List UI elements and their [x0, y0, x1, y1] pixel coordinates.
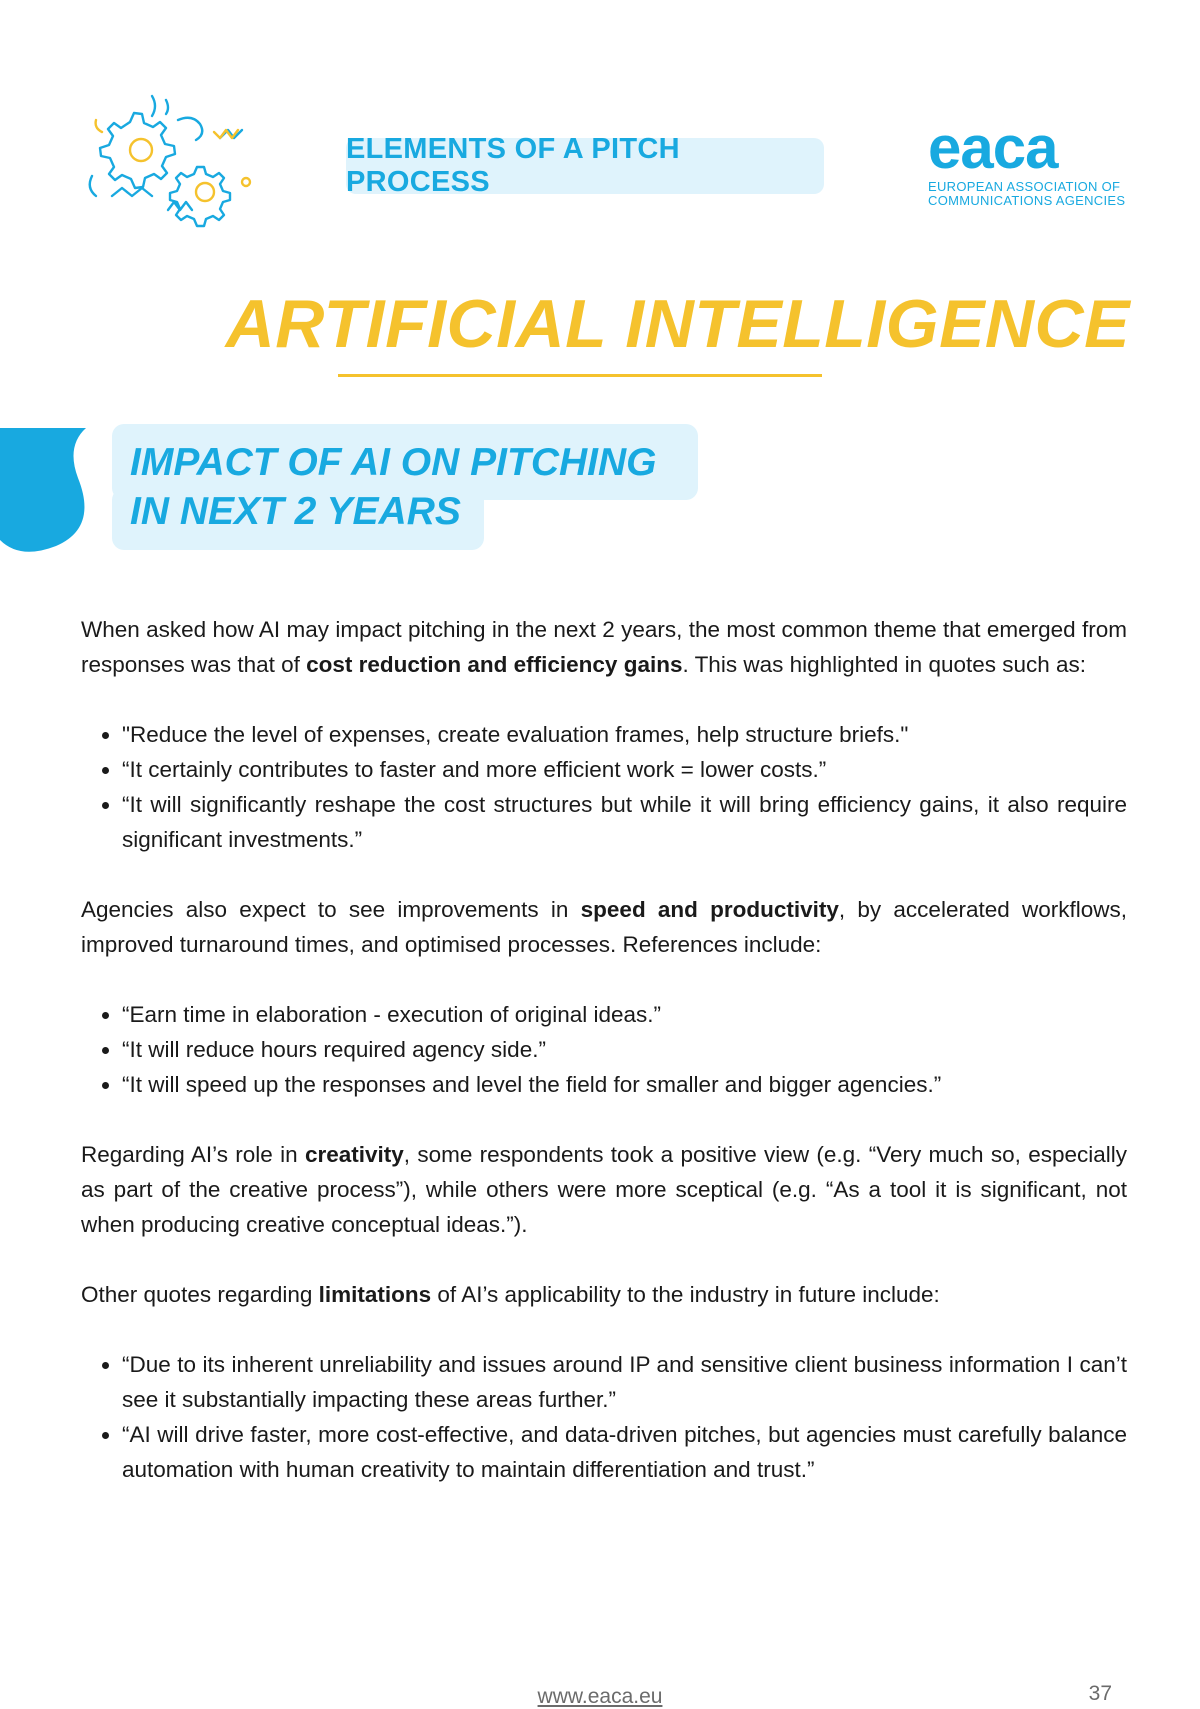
bold-phrase: limitations: [318, 1282, 432, 1307]
page-title: ARTIFICIAL INTELLIGENCE: [225, 286, 1130, 362]
paragraph-cost: [81, 612, 1127, 682]
text-span: , by accelerated workflows, improved turnaround times, and optimised processes. References include:: [81, 897, 1127, 957]
section-heading: [130, 438, 656, 536]
text-span: , some respondents took a positive view (e.g. “Very much so, especially as part of the creative process”), while others were more sceptical (e.g. “As a tool it is significant, not when producing creative conceptual ideas.”).: [81, 1142, 1127, 1237]
list-item: • “It certainly contributes to faster and more efficient work = lower costs.”: [122, 752, 1127, 787]
page-number: 37: [1088, 1682, 1112, 1705]
eaca-logo-word: eaca: [928, 124, 1058, 176]
text-span: Other quotes regarding: [81, 1282, 319, 1307]
text-span: Agencies also expect to see improvements in: [81, 897, 581, 922]
section-heading-line2: IN NEXT 2 YEARS: [130, 490, 461, 533]
bold-phrase: creativity: [304, 1142, 404, 1167]
eaca-logo-mark: [928, 124, 1130, 176]
list-item: • "Reduce the level of expenses, create evaluation frames, help structure briefs.": [122, 717, 1127, 752]
list-item: • “Due to its inherent unreliability and issues around IP and sensitive client business information I can’t see it substantially impacting these areas further.”: [122, 1347, 1127, 1417]
bold-phrase: cost reduction and efficiency gains: [306, 652, 683, 677]
list-item: • “AI will drive faster, more cost-effective, and data-driven pitches, but agencies must carefully balance automation with human creativity to maintain differentiation and trust.”: [122, 1417, 1127, 1487]
quote-list-limitations: [81, 1347, 1127, 1487]
title-underline: [338, 374, 822, 377]
list-item: • “It will reduce hours required agency side.”: [122, 1032, 1127, 1067]
drop-shape-icon: [0, 428, 92, 552]
gears-icon: [82, 92, 262, 232]
text-span: When asked how AI may impact pitching in the next 2 years, the most common theme that emerged from responses was that of: [81, 617, 1127, 677]
footer-link[interactable]: www.eaca.eu: [537, 1685, 663, 1708]
list-item: • “Earn time in elaboration - execution of original ideas.”: [122, 997, 1127, 1032]
logo-subtitle-line2: COMMUNICATIONS AGENCIES: [928, 193, 1126, 208]
logo-subtitle: [928, 180, 1130, 208]
article-body: [81, 612, 1127, 1522]
list-item: • “It will speed up the responses and level the field for smaller and bigger agencies.”: [122, 1067, 1127, 1102]
section-heading-line1: IMPACT OF AI ON PITCHING: [130, 441, 657, 484]
text-span: of AI’s applicability to the industry in future include:: [431, 1282, 940, 1307]
paragraph-creativity: [81, 1137, 1127, 1242]
section-badge-label: ELEMENTS OF A PITCH PROCESS: [346, 133, 680, 198]
text-span: . This was highlighted in quotes such as:: [682, 652, 1087, 677]
paragraph-speed: [81, 892, 1127, 962]
list-item: • “It will significantly reshape the cost structures but while it will bring efficiency gains, it also require significant investments.”: [122, 787, 1127, 857]
quote-list-speed: [81, 997, 1127, 1102]
section-badge: [346, 133, 824, 198]
text-span: Regarding AI’s role in: [81, 1142, 305, 1167]
bold-phrase: speed and productivity: [580, 897, 839, 922]
paragraph-limitations: [81, 1277, 1127, 1312]
eaca-logo: [928, 124, 1130, 208]
quote-list-cost: [81, 717, 1127, 857]
logo-subtitle-line1: EUROPEAN ASSOCIATION OF: [928, 179, 1121, 194]
